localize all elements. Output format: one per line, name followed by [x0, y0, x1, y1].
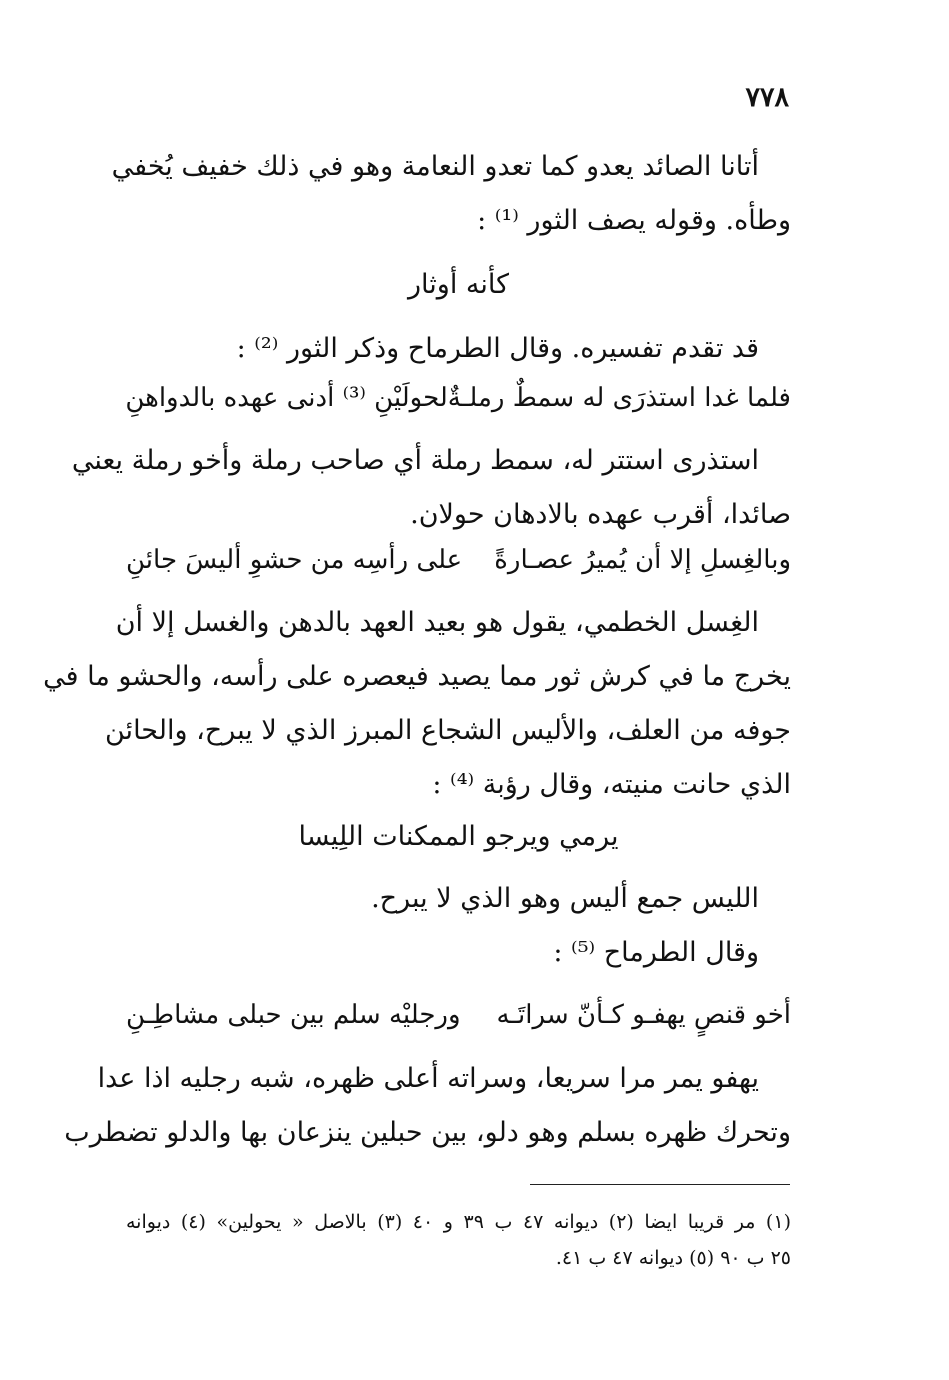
footnote-separator — [530, 1184, 790, 1185]
text-line: جوفه من العلف، والأليس الشجاع المبرز الذي لا يبرح، والحائن — [105, 715, 791, 746]
text-line: الليس جمع أليس وهو الذي لا يبرح. — [371, 883, 759, 914]
text-line: الذي حانت منيته، وقال رؤبة ⁽⁴⁾ : — [432, 769, 791, 800]
paragraph-4 — [43, 596, 791, 812]
verse-left-hemistich: ورجليْه سلم بين حبلى مشاطِـنِ — [126, 1000, 461, 1030]
quote-line: كأنه أوثار — [408, 269, 509, 300]
paragraph-2 — [126, 322, 791, 376]
quote-line: يرمي ويرجو الممكنات اللِيسا — [298, 821, 619, 852]
footnote-line: ٢٥ ب ٩٠ (٥) ديوانه ٤٧ ب ٤١. — [555, 1247, 791, 1269]
footnote-line: (١) مر قريبا ايضا (٢) ديوانه ٤٧ ب ٣٩ و ٤٠ (٣) بالاصل « يحولين» (٤) ديوانه — [126, 1211, 791, 1233]
text-line: الغِسل الخطمي، يقول هو بعيد العهد بالدهن والغسل إلا أن — [115, 607, 759, 638]
text-line: وتحرك ظهره بسلم وهو دلو، بين حبلين ينزعان بها والدلو تضطرب — [64, 1117, 791, 1148]
verse-3 — [126, 990, 791, 1040]
text-line: أتانا الصائد يعدو كما تعدو النعامة وهو في ذلك خفيف يُخفي — [111, 151, 759, 182]
text-line: قد تقدم تفسيره. وقال الطرماح وذكر الثور ⁽²⁾ : — [236, 333, 759, 364]
verse-right-hemistich: وبالغِسلِ إلا أن يُميرُ عصـارةً — [494, 545, 791, 575]
verse-right-hemistich: أخو قنصٍ يهفـو كـأنّ سراتَـه — [496, 1000, 791, 1030]
paragraph-3 — [71, 434, 791, 542]
text-line: يهفو يمر مرا سريعا، وسراته أعلى ظهره، شبه رجليه اذا عدا — [97, 1063, 759, 1094]
text-line: استذرى استتر له، سمط رملة أي صاحب رملة وأخو رملة يعني — [71, 445, 759, 476]
text-line: يخرج ما في كرش ثور مما يصيد فيعصره على رأسه، والحشو ما في — [43, 661, 791, 692]
quoted-hemistich-2 — [126, 810, 791, 864]
paragraph-5 — [126, 872, 791, 980]
verse-1 — [126, 373, 791, 423]
page-number: ٧٧٨ — [745, 82, 789, 113]
text-line: صائدا، أقرب عهده بالادهان حولان. — [410, 499, 791, 530]
verse-left-hemistich: لحولَيْنِ ⁽³⁾ أدنى عهده بالدواهنِ — [125, 383, 448, 413]
verse-left-hemistich: على رأسِه من حشوِ أليسَ جائنِ — [126, 545, 463, 575]
quoted-hemistich-1 — [126, 258, 791, 312]
paragraph-6 — [64, 1052, 791, 1160]
text-line: وقال الطرماح ⁽⁵⁾ : — [553, 937, 759, 968]
verse-right-hemistich: فلما غدا استذرَى له سمطٌ رملـةٌ — [447, 383, 791, 413]
footnotes — [126, 1204, 791, 1276]
paragraph-1 — [111, 140, 791, 248]
verse-2 — [126, 535, 791, 585]
text-line: وطأه. وقوله يصف الثور ⁽¹⁾ : — [477, 205, 791, 236]
